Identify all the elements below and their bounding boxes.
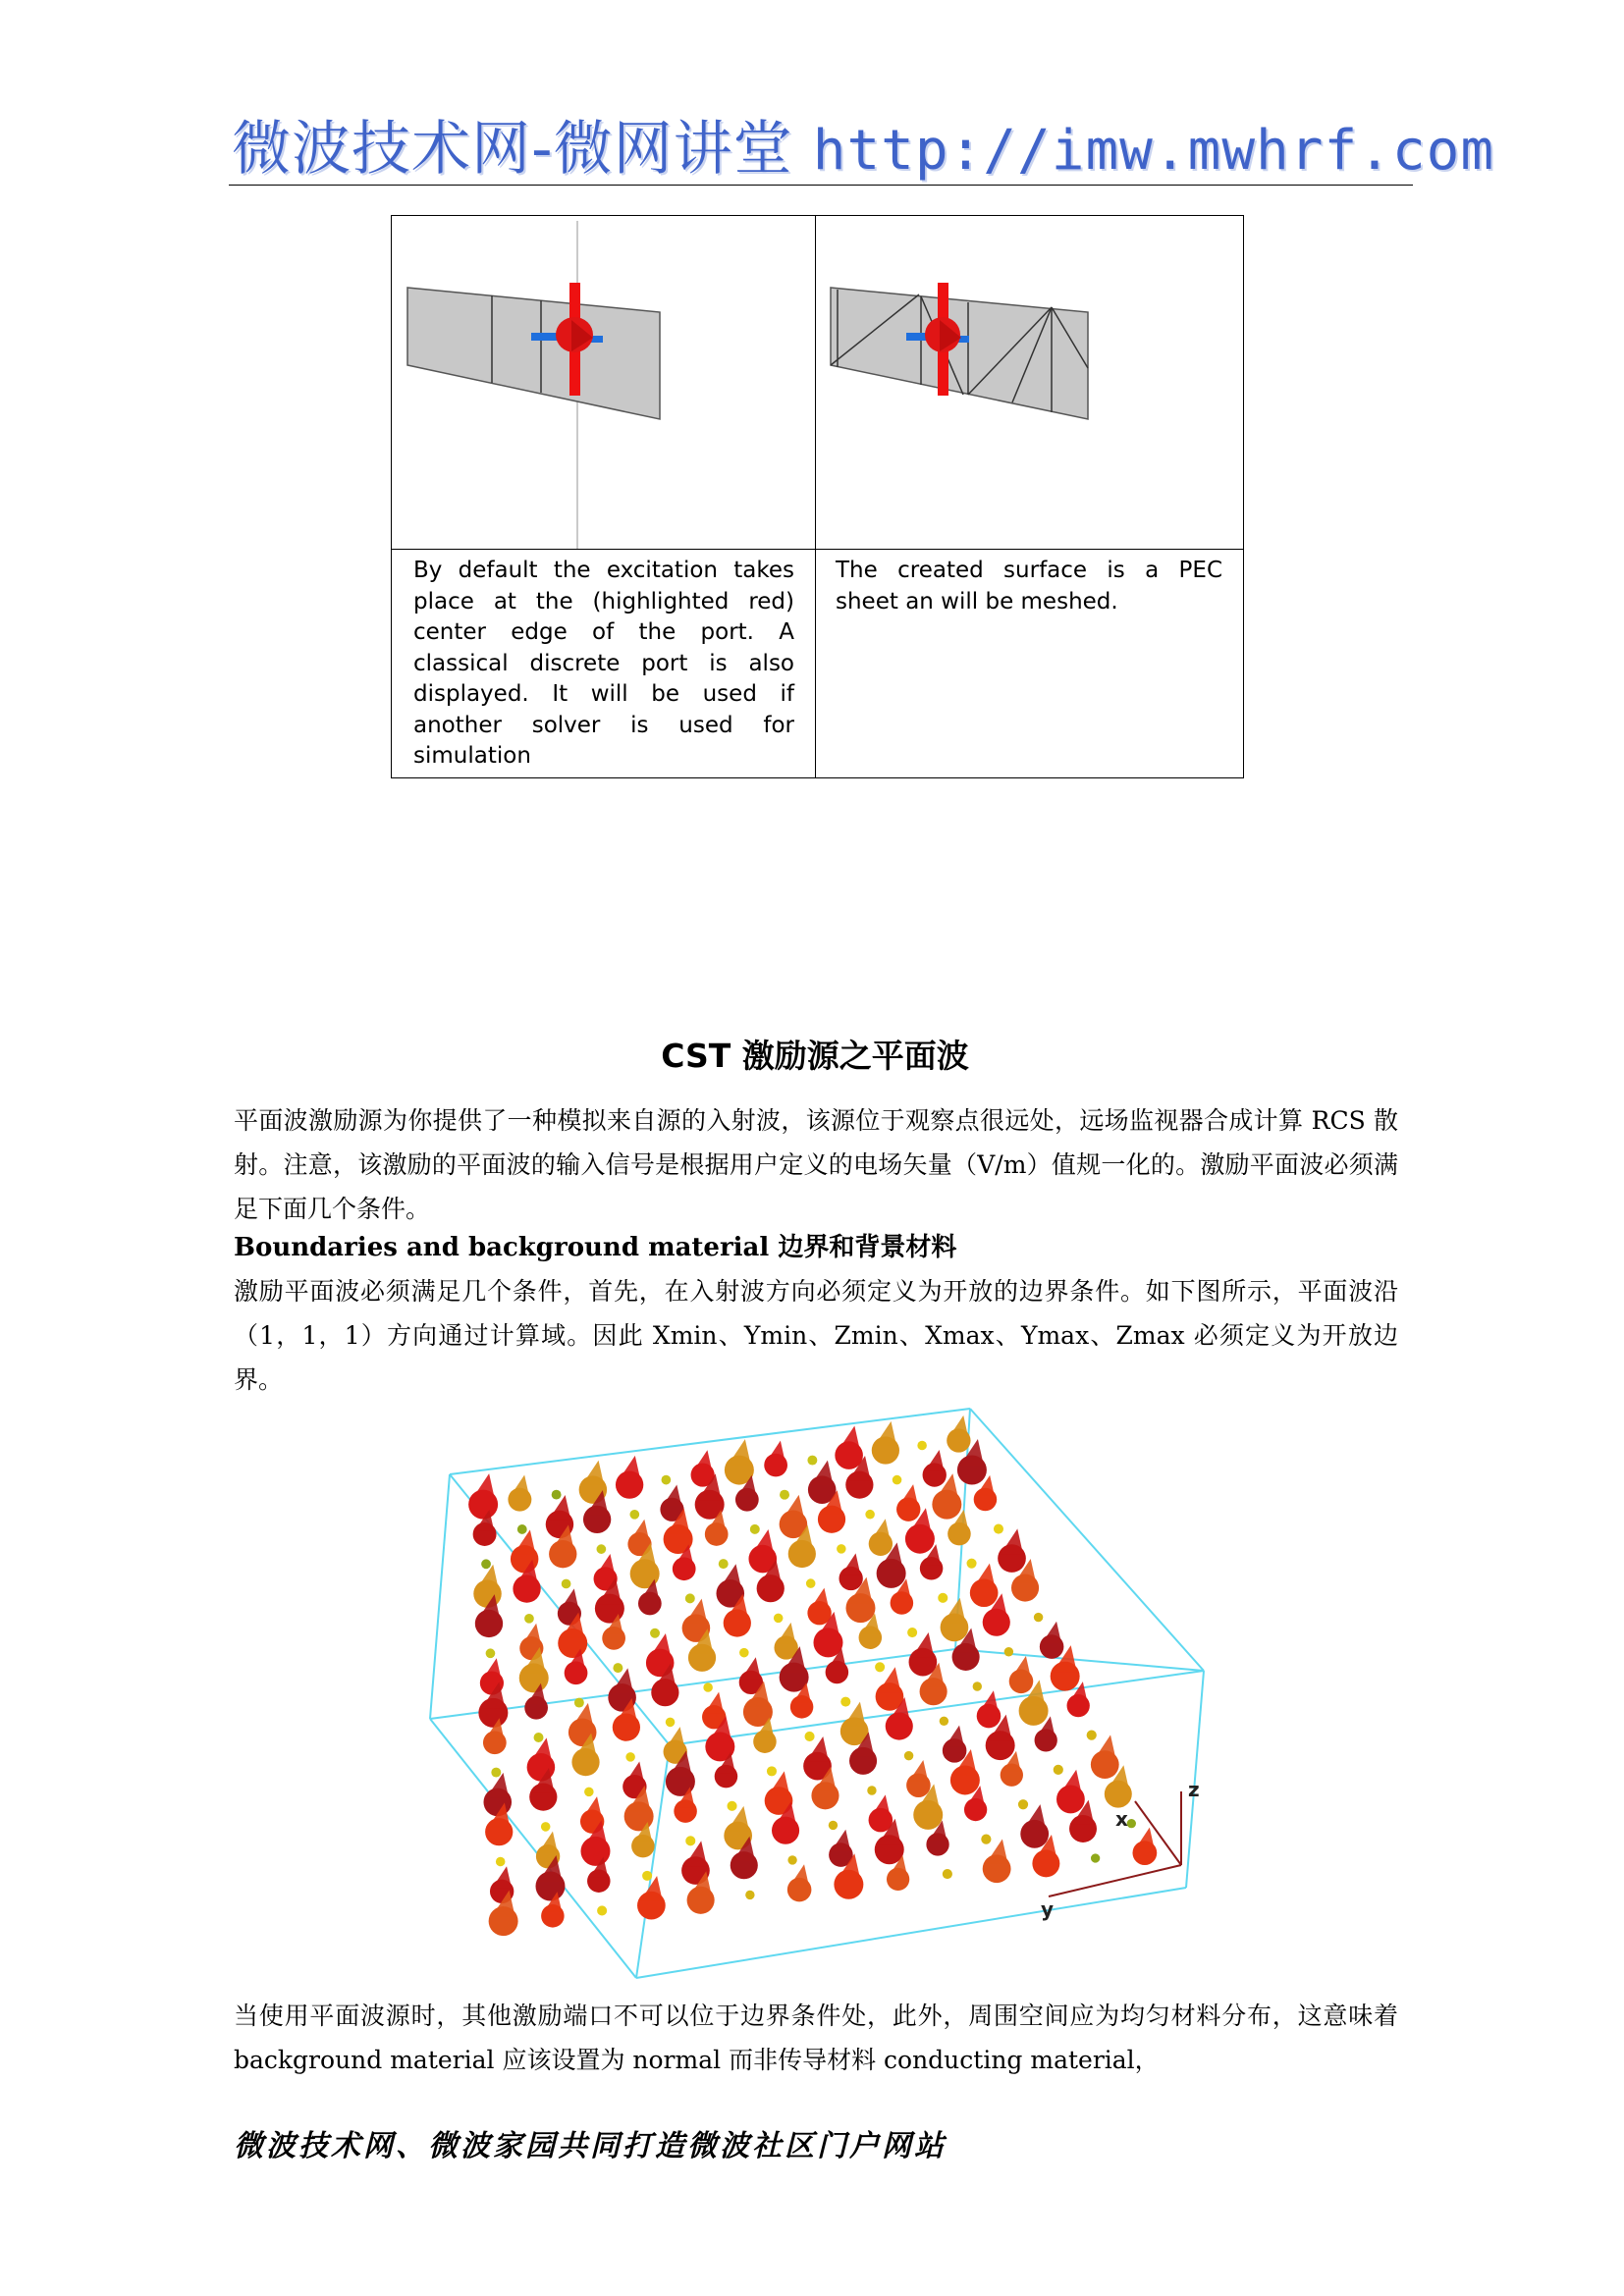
site-url[interactable]: http://imw.mwhrf.com — [812, 119, 1495, 183]
field-cone-small — [496, 1857, 506, 1867]
field-cone-small — [486, 1648, 496, 1658]
field-cone-small — [524, 1614, 534, 1624]
field-cones — [468, 1415, 1157, 1936]
field-cone-tip — [704, 1692, 723, 1714]
field-cone-small — [807, 1456, 817, 1466]
field-cone-tip — [898, 1484, 917, 1506]
intro-paragraph: 平面波激励源为你提供了一种模拟来自源的入射波，该源位于观察点很远处，远场监视器合成计算 RCS 散射。注意，该激励的平面波的输入信号是根据用户定义的电场矢量（V/m）值规一化的。激励平面波必须满足下面几个条件。 — [234, 1106, 1398, 1223]
header-divider — [229, 185, 1413, 186]
field-cone-tip — [871, 1519, 890, 1540]
field-cone-small — [750, 1524, 760, 1534]
field-cone-tip — [511, 1475, 529, 1497]
field-cone-tip — [777, 1623, 795, 1644]
field-cone-small — [805, 1732, 815, 1741]
field-cone-small — [1018, 1799, 1028, 1809]
field-cone-tip — [767, 1441, 785, 1462]
port-figure-table — [391, 215, 1244, 778]
field-cone-small — [745, 1891, 754, 1899]
field-cone-small — [642, 1871, 652, 1881]
field-cone-small — [685, 1836, 695, 1845]
field-cone-small — [552, 1490, 562, 1500]
field-cone-small — [973, 1682, 982, 1690]
field-cone-small — [981, 1835, 991, 1844]
field-cone-tip — [582, 1796, 601, 1818]
field-cone-small — [1034, 1613, 1043, 1622]
field-cone-small — [943, 1869, 952, 1879]
field-cone-small — [719, 1559, 729, 1569]
field-cone-small — [1091, 1853, 1100, 1862]
field-cone-small — [774, 1614, 784, 1624]
field-cone-tip — [1042, 1622, 1061, 1643]
field-cone-tip — [482, 1658, 501, 1680]
field-cone-small — [625, 1752, 635, 1762]
field-cone-tip — [693, 1450, 712, 1471]
field-cone-small — [994, 1524, 1003, 1534]
x-axis-label: x — [1115, 1807, 1128, 1831]
subheading: Boundaries and background material 边界和背景材料 — [234, 1233, 957, 1262]
field-cone-small — [584, 1788, 594, 1797]
right-caption: The created surface is a PEC sheet an will be meshed. — [836, 558, 1222, 614]
field-cone-small — [597, 1544, 607, 1554]
field-cone-small — [739, 1648, 749, 1658]
site-title: 微波技术网-微网讲堂 — [232, 115, 793, 184]
field-cone-small — [938, 1593, 947, 1603]
field-cone-small — [904, 1751, 913, 1760]
field-cone-tip — [838, 1426, 860, 1452]
field-cone-tip — [973, 1564, 996, 1589]
pec-sheet-image — [816, 216, 1245, 549]
field-cone-small — [1087, 1731, 1097, 1740]
field-cone-small — [534, 1733, 544, 1742]
field-cone-tip — [841, 1553, 860, 1575]
field-cone-small — [787, 1855, 796, 1864]
field-cone-tip — [1059, 1770, 1082, 1795]
field-cone-small — [703, 1682, 713, 1692]
field-cone-tip — [492, 1866, 511, 1888]
field-cone-small — [562, 1579, 571, 1589]
field-cone-small — [613, 1663, 623, 1673]
field-cone-tip — [549, 1495, 571, 1521]
field-cone-tip — [875, 1421, 897, 1446]
field-cone-tip — [630, 1520, 649, 1541]
field-cone-small — [650, 1629, 660, 1638]
field-cone-tip — [581, 1461, 604, 1486]
field-cone-small — [491, 1768, 501, 1778]
field-cone-small — [1054, 1765, 1063, 1775]
field-cone-small — [865, 1510, 875, 1520]
field-cone-tip — [571, 1703, 594, 1729]
footer-slogan: 微波技术网、微波家园共同打造微波社区门户网站 — [234, 2129, 947, 2163]
field-cone-tip — [925, 1450, 944, 1471]
y-axis-label: y — [1041, 1897, 1055, 1921]
field-cone-tip — [640, 1876, 663, 1901]
field-cone-small — [541, 1822, 551, 1832]
field-cone-tip — [619, 1456, 641, 1481]
field-cone-tip — [1094, 1735, 1116, 1760]
field-cone-tip — [945, 1726, 964, 1747]
header-title — [232, 110, 1495, 188]
field-cone-tip — [611, 1668, 633, 1693]
field-cone-tip — [1135, 1828, 1155, 1849]
field-cone-tip — [832, 1830, 851, 1851]
field-cone-small — [875, 1662, 885, 1672]
field-cone-tip — [663, 1484, 681, 1506]
field-cone-small — [685, 1593, 695, 1603]
field-cone-small — [767, 1766, 777, 1776]
field-cone-small — [893, 1475, 902, 1485]
field-cone-tip — [522, 1624, 541, 1645]
field-cone-tip — [909, 1760, 929, 1782]
field-cone-small — [840, 1697, 850, 1707]
field-cone-tip — [810, 1588, 829, 1610]
field-cone-small — [597, 1905, 607, 1915]
field-cone-small — [967, 1559, 977, 1569]
field-cone-tip — [471, 1473, 495, 1500]
field-cone-tip — [728, 1439, 751, 1466]
field-cone-small — [867, 1786, 876, 1794]
field-cone-small — [629, 1510, 639, 1520]
field-cone-tip — [625, 1762, 644, 1784]
field-cone-tip — [1023, 1804, 1046, 1830]
field-cone-small — [806, 1578, 816, 1588]
field-cone-small — [1127, 1819, 1136, 1828]
field-cone-tip — [741, 1657, 760, 1679]
left-caption: By default the excitation takes place at the (highlighted red) center edge of the port. A classical discrete port is also displayed. It will be used if another solver is used for simulation — [413, 558, 794, 769]
field-cone-small — [907, 1628, 917, 1637]
field-cone-small — [837, 1544, 846, 1554]
field-cone-tip — [538, 1832, 557, 1853]
field-cone-tip — [560, 1588, 578, 1610]
field-cone-tip — [943, 1598, 965, 1624]
field-cone-tip — [789, 1864, 809, 1886]
field-cone-tip — [1011, 1656, 1031, 1678]
plane-wave-figure — [420, 1404, 1216, 1983]
field-cone-small — [780, 1490, 789, 1500]
field-cone-tip — [949, 1415, 968, 1437]
field-cone-tip — [666, 1727, 684, 1748]
field-cone-tip — [871, 1794, 891, 1816]
field-cone-small — [829, 1821, 838, 1830]
section-title: CST 激励源之平面波 — [661, 1037, 969, 1075]
field-cone-small — [517, 1524, 527, 1534]
field-cone-small — [662, 1475, 672, 1485]
field-cone-small — [574, 1698, 584, 1708]
field-cone-small — [728, 1801, 737, 1811]
discrete-port-image — [392, 216, 815, 549]
field-cone-small — [481, 1559, 491, 1569]
boundary-paragraph: 激励平面波必须满足几个条件，首先，在入射波方向必须定义为开放的边界条件。如下图所示，平面波沿（1，1，1）方向通过计算域。因此 Xmin、Ymin、Zmin、Xmax、Ymax、Zmax 必须定义为开放边界。 — [234, 1277, 1398, 1394]
field-cone-tip — [1001, 1528, 1023, 1554]
table-row-divider — [392, 549, 1243, 550]
field-cone-tip — [596, 1554, 615, 1575]
closing-paragraph: 当使用平面波源时，其他激励端口不可以位于边界条件处，此外，周围空间应为均匀材料分布，这意味着 background material 应该设置为 normal 而非传导材料 conducting material， — [234, 2002, 1398, 2074]
field-cone-small — [940, 1717, 948, 1726]
z-axis-label: z — [1188, 1778, 1200, 1801]
field-cone-small — [917, 1441, 927, 1451]
field-cone-small — [666, 1718, 676, 1728]
field-cone-small — [1004, 1647, 1013, 1656]
